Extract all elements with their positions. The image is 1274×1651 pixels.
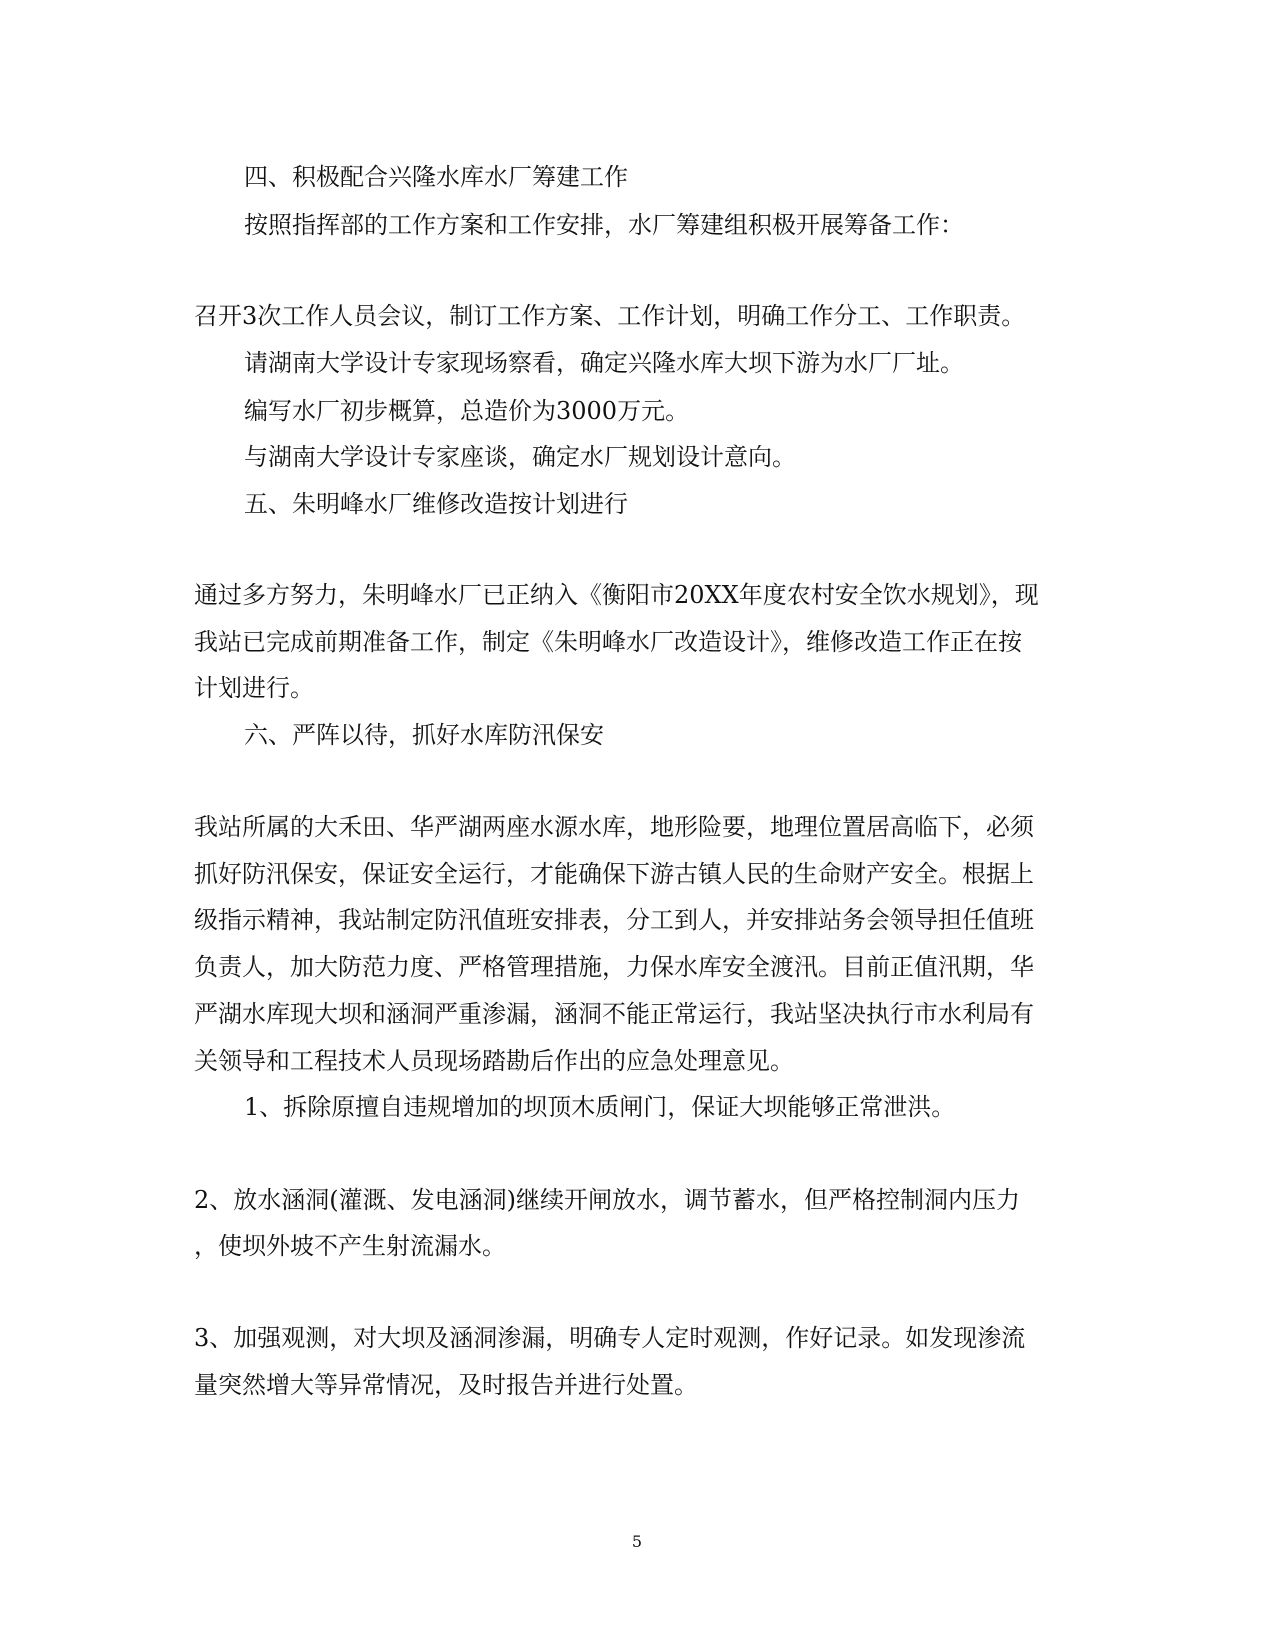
list-item: 请湖南大学设计专家现场察看，确定兴隆水库大坝下游为水厂厂址。 xyxy=(244,349,964,377)
list-item: 与湖南大学设计专家座谈，确定水厂规划设计意向。 xyxy=(244,443,796,471)
section-heading: 四、积极配合兴隆水库水厂筹建工作 xyxy=(244,163,628,191)
paragraph-line: 按照指挥部的工作方案和工作安排，水厂筹建组积极开展筹备工作： xyxy=(244,211,964,239)
measure-item: 3、加强观测，对大坝及涵洞渗漏，明确专人定时观测，作好记录。如发现渗流 xyxy=(194,1324,1026,1352)
paragraph-line: 抓好防汛保安，保证安全运行，才能确保下游古镇人民的生命财产安全。根据上 xyxy=(194,860,1034,888)
list-item: 编写水厂初步概算，总造价为3000万元。 xyxy=(244,397,690,425)
paragraph-line: 我站所属的大禾田、华严湖两座水源水库，地形险要，地理位置居高临下，必须 xyxy=(194,813,1034,841)
paragraph-line: 通过多方努力，朱明峰水厂已正纳入《衡阳市20XX年度农村安全饮水规划》，现 xyxy=(194,581,1039,609)
section-heading: 六、严阵以待，抓好水库防汛保安 xyxy=(244,721,604,749)
paragraph-line: 我站已完成前期准备工作，制定《朱明峰水厂改造设计》，维修改造工作正在按 xyxy=(194,628,1022,656)
section-heading: 五、朱明峰水厂维修改造按计划进行 xyxy=(244,490,628,518)
paragraph-line: 严湖水库现大坝和涵洞严重渗漏，涵洞不能正常运行，我站坚决执行市水利局有 xyxy=(194,1000,1034,1028)
measure-item-continuation: ，使坝外坡不产生射流漏水。 xyxy=(194,1232,506,1260)
page-number: 5 xyxy=(631,1532,643,1551)
measure-item-continuation: 量突然增大等异常情况，及时报告并进行处置。 xyxy=(194,1371,698,1399)
measure-item: 1、拆除原擅自违规增加的坝顶木质闸门，保证大坝能够正常泄洪。 xyxy=(244,1093,956,1121)
paragraph-line: 负责人，加大防范力度、严格管理措施，力保水库安全渡汛。目前正值汛期，华 xyxy=(194,953,1034,981)
paragraph-line: 计划进行。 xyxy=(194,674,314,702)
measure-item: 2、放水涵洞(灌溉、发电涵洞)继续开闸放水，调节蓄水，但严格控制洞内压力 xyxy=(194,1186,1020,1214)
paragraph-line: 级指示精神，我站制定防汛值班安排表，分工到人，并安排站务会领导担任值班 xyxy=(194,906,1034,934)
paragraph-line: 关领导和工程技术人员现场踏勘后作出的应急处理意见。 xyxy=(194,1047,794,1075)
list-item: 召开3次工作人员会议，制订工作方案、工作计划，明确工作分工、工作职责。 xyxy=(194,302,1026,330)
